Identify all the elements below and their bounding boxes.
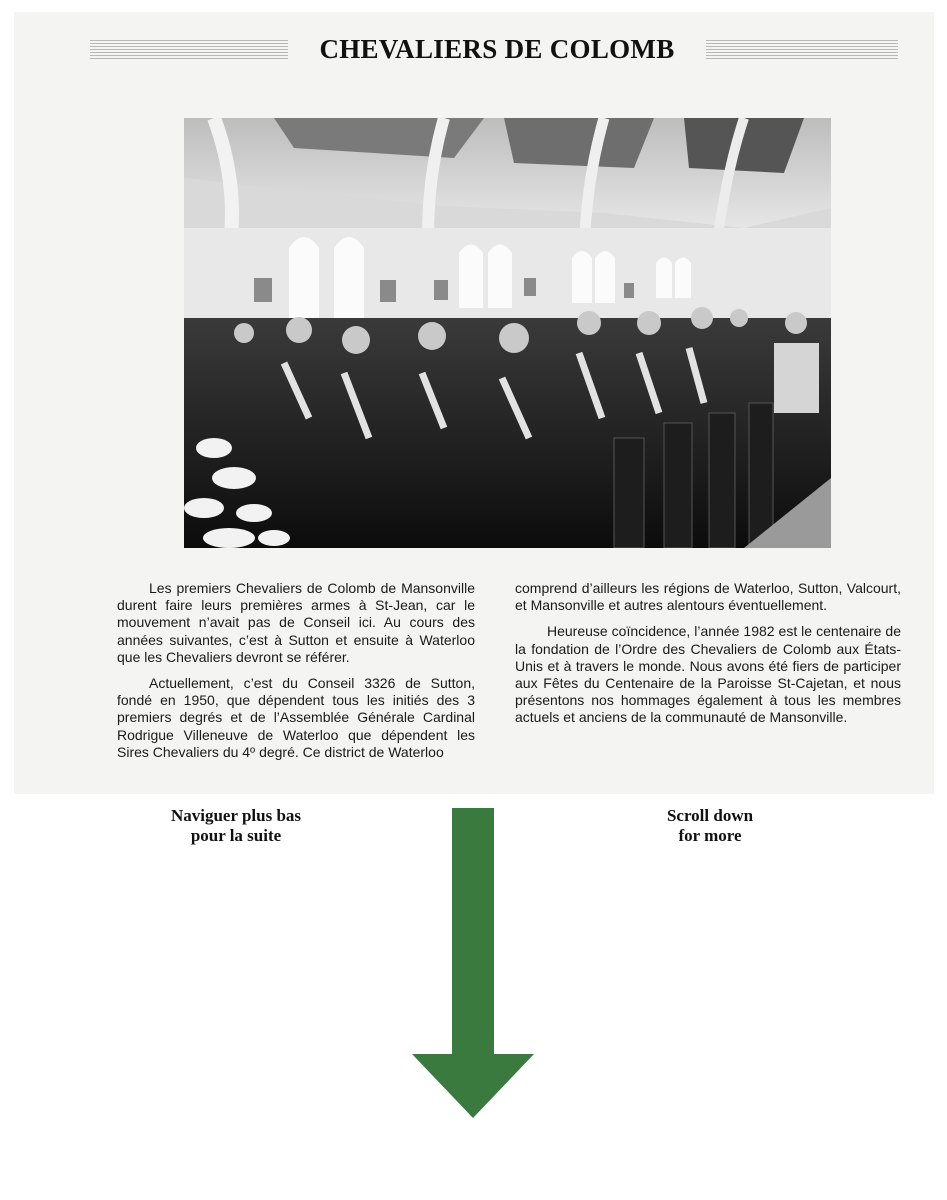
- paragraph: Actuellement, c’est du Conseil 3326 de Sutton, fondé en 1950, que dépendent tous les initiés des 3 premiers degrés et de l’Assemblée Générale Cardinal Rodrigue Villeneuve de Waterloo que dépendent les Sires Chevaliers du 4º degré. Ce district de Waterloo: [117, 675, 475, 760]
- scroll-hint-line: for more: [678, 826, 742, 845]
- article-column-left: [117, 580, 475, 770]
- scroll-hint-line: Scroll down: [666, 806, 754, 825]
- page-title: CHEVALIERS DE COLOMB: [319, 34, 675, 64]
- scroll-hint-line: Naviguer plus bas: [170, 806, 302, 825]
- arrow-down-icon[interactable]: [412, 808, 534, 1118]
- paragraph: Heureuse coïncidence, l’année 1982 est le centenaire de la fondation de l’Ordre des Chevaliers de Colomb aux États-Unis et à travers le monde. Nous avons été fiers de participer aux Fêtes du Centenaire de la Paroisse St-Cajetan, et nous présentons nos hommages également à tous les membres actuels et anciens de la communauté de Mansonville.: [515, 623, 901, 726]
- scroll-hint-french: [106, 806, 366, 846]
- article-column-right: [515, 580, 901, 736]
- scroll-hint-english: [580, 806, 840, 846]
- paragraph: Les premiers Chevaliers de Colomb de Mansonville durent faire leurs premières armes à St-Jean, car le mouvement n’avait pas de Conseil ici. Au cours des années suivantes, c’est à Sutton et ensuite à Waterloo que les Chevaliers devront se référer.: [117, 580, 475, 665]
- title-rule-left: [90, 40, 288, 60]
- scroll-hint-line: pour la suite: [190, 826, 282, 845]
- paragraph: comprend d’ailleurs les régions de Waterloo, Sutton, Valcourt, et Mansonville et autres alentours éventuellement.: [515, 580, 901, 614]
- title-rule-right: [706, 40, 898, 60]
- title-bar: [90, 36, 898, 66]
- church-congregation-photo: [184, 118, 831, 548]
